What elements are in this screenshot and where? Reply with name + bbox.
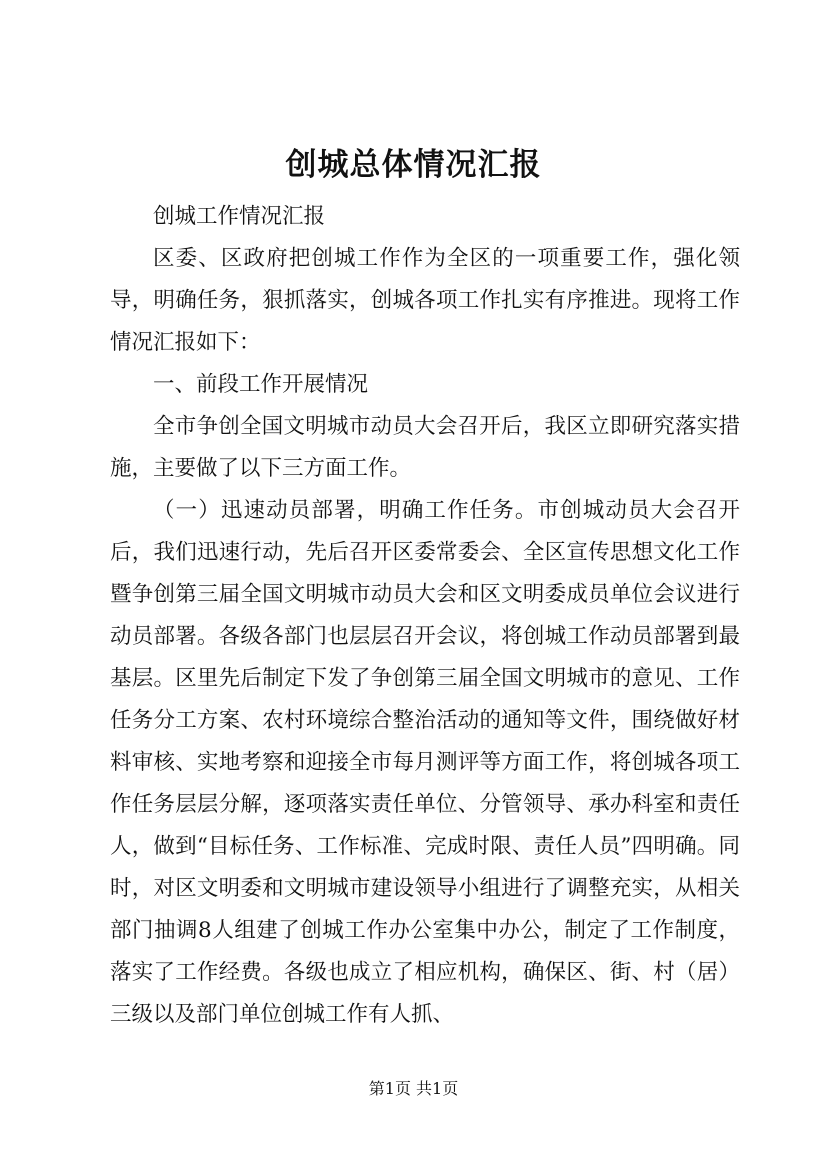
document-title: 创城总体情况汇报	[285, 147, 542, 183]
body-paragraph: （一）迅速动员部署，明确工作任务。市创城动员大会召开后，我们迅速行动，先后召开区委常委会、全区宣传思想文化工作暨争创第三届全国文明城市动员大会和区文明委成员单位会议进行动员部署。各级各部门也层层召开会议，将创城工作动员部署到最基层。区里先后制定下发了争创第三届全国文明城市的意见、工作任务分工方案、农村环境综合整治活动的通知等文件，围绕做好材料审核、实地考察和迎接全市每月测评等方面工作，将创城各项工作任务层层分解，逐项落实责任单位、分管领导、承办科室和责任人，做到“目标任务、工作标准、完成时限、责任人员”四明确。同时，对区文明委和文明城市建设领导小组进行了调整充实，从相关部门抽调8人组建了创城工作办公室集中办公，制定了工作制度，落实了工作经费。各级也成立了相应机构，确保区、街、村（居）三级以及部门单位创城工作有人抓、	[110, 498, 740, 1027]
page-footer: 第1页 共1页	[368, 1079, 459, 1098]
document-body	[110, 196, 740, 1036]
subtitle-paragraph: 创城工作情况汇报	[153, 204, 326, 229]
section-heading: 一、前段工作开展情况	[153, 372, 369, 397]
intro-paragraph: 区委、区政府把创城工作作为全区的一项重要工作，强化领导，明确任务，狠抓落实，创城各项工作扎实有序推进。现将工作情况汇报如下：	[110, 246, 740, 355]
body-paragraph: 全市争创全国文明城市动员大会召开后，我区立即研究落实措施，主要做了以下三方面工作。	[110, 414, 740, 481]
